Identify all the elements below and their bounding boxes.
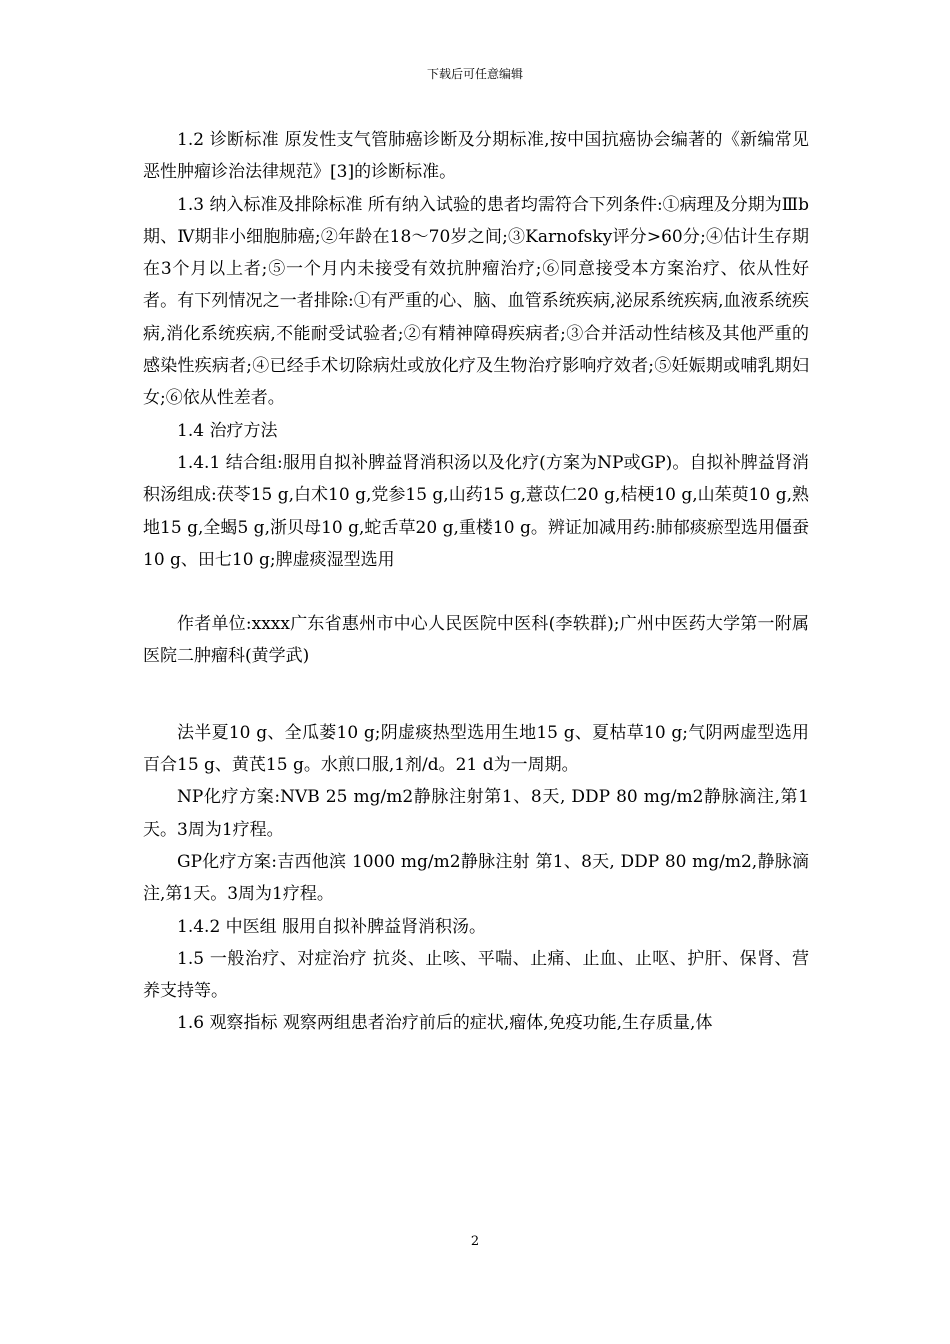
page-header: 下载后可任意编辑	[426, 67, 523, 81]
paragraph-inclusion-exclusion: 1.3 纳入标准及排除标准 所有纳入试验的患者均需符合下列条件:①病理及分期为Ⅲb期、Ⅳ期非小细胞肺癌;②年龄在18～70岁之间;③Karnofsky评分>60分;④估计生存期在3个月以上者;⑤一个月内未接受有效抗肿瘤治疗;⑥同意接受本方案治疗、依从性好者。有下列情况之一者排除:①有严重的心、脑、血管系统疾病,泌尿系统疾病,血液系统疾病,消化系统疾病,不能耐受试验者;②有精神障碍疾病者;③合并活动性结核及其他严重的感染性疾病者;④已经手术切除病灶或放化疗及生物治疗影响疗效者;⑤妊娠期或哺乳期妇女;⑥依从性差者。	[143, 194, 809, 409]
paragraph-treatment-heading: 1.4 治疗方法	[177, 420, 278, 441]
paragraph-syndrome-dosing: 法半夏10 g、全瓜蒌10 g;阴虚痰热型选用生地15 g、夏枯草10 g;气阴两虚型选用百合15 g、黄芪15 g。水煎口服,1剂/d。21 d为一周期。	[143, 722, 809, 776]
paragraph-general-treatment: 1.5 一般治疗、对症治疗 抗炎、止咳、平喘、止痛、止血、止呕、护肝、保肾、营养支持等。	[143, 948, 809, 1002]
spacer	[143, 673, 809, 717]
paragraph-tcm-group: 1.4.2 中医组 服用自拟补脾益肾消积汤。	[177, 916, 487, 937]
page-number: 2	[470, 1234, 480, 1249]
paragraph-observation-indicators: 1.6 观察指标 观察两组患者治疗前后的症状,瘤体,免疫功能,生存质量,体	[177, 1013, 713, 1034]
paragraph-gp-regimen: GP化疗方案:吉西他滨 1000 mg/m2静脉注射 第1、8天, DDP 80 mg/m2,静脉滴注,第1天。3周为1疗程。	[143, 851, 809, 905]
paragraph-np-regimen: NP化疗方案:NVB 25 mg/m2静脉注射第1、8天, DDP 80 mg/m2静脉滴注,第1天。3周为1疗程。	[143, 787, 809, 840]
paragraph-author-affiliation: 作者单位:xxxx广东省惠州市中心人民医院中医科(李轶群);广州中医药大学第一附属医院二肿瘤科(黄学武)	[143, 614, 809, 667]
paragraph-combined-group: 1.4.1 结合组:服用自拟补脾益肾消积汤以及化疗(方案为NP或GP)。自拟补脾益肾消积汤组成:茯苓15 g,白术10 g,党参15 g,山药15 g,薏苡仁20 g,桔梗10 g,山茱萸10 g,熟地15 g,全蝎5 g,浙贝母10 g,蛇舌草20 g,重楼10 g。辨证加减用药:肺郁痰瘀型选用僵蚕10 g、田七10 g;脾虚痰湿型选用	[143, 452, 809, 570]
spacer	[143, 576, 809, 608]
paragraph-diagnosis-criteria: 1.2 诊断标准 原发性支气管肺癌诊断及分期标准,按中国抗癌协会编著的《新编常见恶性肿瘤诊治法律规范》[3]的诊断标准。	[143, 130, 809, 183]
document-body	[143, 124, 809, 1040]
